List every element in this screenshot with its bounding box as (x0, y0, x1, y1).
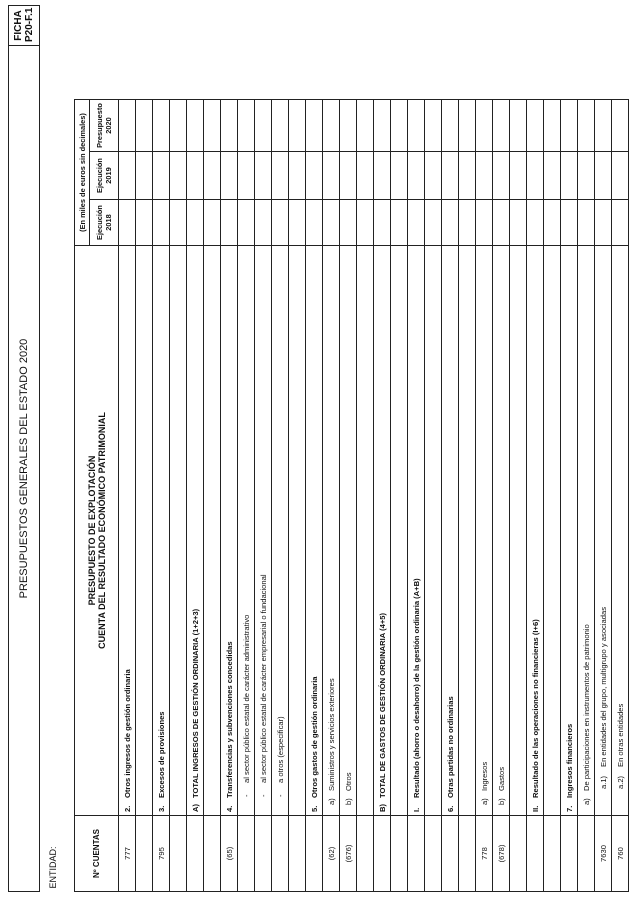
row-label (340, 246, 357, 816)
value-cell (323, 200, 340, 246)
account-code (408, 816, 425, 892)
item-text: En otras entidades (615, 703, 625, 767)
item-number: 6. (445, 805, 455, 812)
value-cell (119, 152, 136, 200)
item-number: I. (411, 807, 421, 812)
spacer (119, 46, 136, 100)
spacer (340, 6, 357, 46)
spacer (408, 46, 425, 100)
table-row (442, 6, 459, 892)
spacer (238, 6, 255, 46)
spacer-row (289, 6, 306, 892)
item-number: 4. (224, 805, 234, 812)
year-label: Ejecución (95, 205, 104, 240)
spacer (493, 6, 510, 46)
item-number: - (241, 794, 251, 797)
value-cell (238, 200, 255, 246)
value-cell (221, 152, 238, 200)
spacer-row (391, 6, 408, 892)
value-cell (238, 152, 255, 200)
value-cell (306, 152, 323, 200)
row-label (238, 246, 255, 816)
item-number: a) (326, 798, 336, 805)
value-cell (408, 200, 425, 246)
spacer (221, 46, 238, 100)
account-code (561, 816, 578, 892)
spacer (374, 6, 391, 46)
item-text: al sector público estatal de carácter empresarial o fundacional (258, 574, 268, 783)
spacer (238, 46, 255, 100)
value-cell (561, 100, 578, 152)
table-row (561, 6, 578, 892)
value-cell (612, 200, 629, 246)
row-label (408, 246, 425, 816)
ficha-code: P20-F.1 (24, 7, 35, 42)
value-cell (595, 100, 612, 152)
item-text: Transferencias y subvenciones concedidas (224, 641, 234, 798)
value-cell (340, 100, 357, 152)
spacer (374, 46, 391, 100)
value-cell (493, 100, 510, 152)
spacer (493, 46, 510, 100)
item-text: Ingresos financieros (564, 723, 574, 798)
value-cell (527, 152, 544, 200)
row-label (578, 246, 595, 816)
header-row-1 (75, 6, 90, 892)
table-row (323, 6, 340, 892)
spacer (442, 6, 459, 46)
item-text: Resultado (ahorro o desahorro) de la gestión ordinaria (A+B) (411, 578, 421, 798)
spacer-row (204, 6, 221, 892)
col-header-ejecucion-2018 (90, 200, 119, 246)
table-row (374, 6, 391, 892)
spacer (442, 46, 459, 100)
row-label (306, 246, 323, 816)
account-code (272, 816, 289, 892)
table-row (187, 6, 204, 892)
value-cell (323, 100, 340, 152)
item-number: b) (496, 798, 506, 805)
table-row (578, 6, 595, 892)
spacer (561, 6, 578, 46)
table-row (255, 6, 272, 892)
spacer-row (544, 6, 561, 892)
item-text: Resultado de las operaciones no financieras (I+6) (530, 619, 540, 798)
col-header-presupuesto-2020 (90, 100, 119, 152)
header-desc-line1: PRESUPUESTO DE EXPLOTACIÓN (86, 455, 97, 606)
value-cell (272, 100, 289, 152)
spacer (306, 6, 323, 46)
value-cell (187, 152, 204, 200)
account-code: (65) (221, 816, 238, 892)
spacer (255, 46, 272, 100)
year-value: 2020 (104, 117, 113, 134)
item-text: Excesos de provisiones (156, 711, 166, 798)
spacer (476, 46, 493, 100)
value-cell (578, 200, 595, 246)
account-code: 760 (612, 816, 629, 892)
row-label (442, 246, 459, 816)
units-note: (En miles de euros sin decimales) (75, 100, 90, 246)
item-number: II. (530, 805, 540, 812)
table-row (306, 6, 323, 892)
item-number: A) (190, 803, 200, 812)
value-cell (374, 152, 391, 200)
spacer (306, 46, 323, 100)
account-code (187, 816, 204, 892)
account-code: (676) (340, 816, 357, 892)
table-row (527, 6, 544, 892)
item-number: b) (343, 798, 353, 805)
spacer-row (459, 6, 476, 892)
spacer (119, 6, 136, 46)
year-value: 2018 (104, 214, 113, 231)
item-text: Ingresos (479, 761, 489, 791)
spacer (187, 46, 204, 100)
item-text: TOTAL INGRESOS DE GESTIÓN ORDINARIA (1+2+3) (190, 608, 200, 798)
table-row (612, 6, 629, 892)
row-label (187, 246, 204, 816)
value-cell (442, 152, 459, 200)
value-cell (612, 152, 629, 200)
year-label: Ejecución (95, 158, 104, 193)
spacer (255, 6, 272, 46)
spacer (561, 46, 578, 100)
value-cell (408, 152, 425, 200)
row-label (561, 246, 578, 816)
spacer-row (357, 6, 374, 892)
entidad-label: ENTIDAD: (48, 846, 58, 889)
table-row (272, 6, 289, 892)
value-cell (561, 152, 578, 200)
value-cell (527, 200, 544, 246)
ficha-label: FICHA (13, 10, 24, 41)
header-desc-line2: CUENTA DEL RESULTADO ECONÓMICO PATRIMONIAL (96, 412, 107, 649)
value-cell (340, 152, 357, 200)
value-cell (221, 200, 238, 246)
value-cell (561, 200, 578, 246)
spacer (153, 46, 170, 100)
value-cell (238, 100, 255, 152)
item-text: Gastos (496, 766, 506, 791)
document-title: PRESUPUESTOS GENERALES DEL ESTADO 2020 (9, 46, 40, 892)
spacer (476, 6, 493, 46)
table-row (476, 6, 493, 892)
item-number: a) (479, 798, 489, 805)
item-text: Otras partidas no ordinarias (445, 696, 455, 798)
account-code: (678) (493, 816, 510, 892)
table-row (595, 6, 612, 892)
spacer-row (136, 6, 153, 892)
spacer (323, 6, 340, 46)
ficha-box (9, 6, 40, 46)
spacer (221, 6, 238, 46)
item-text: De participaciones en instrumentos de patrimonio (581, 624, 591, 791)
item-text: Otros gastos de gestión ordinaria (309, 676, 319, 798)
spacer (527, 46, 544, 100)
row-label (493, 246, 510, 816)
value-cell (408, 100, 425, 152)
spacer (75, 46, 119, 100)
value-cell (595, 200, 612, 246)
account-code (442, 816, 459, 892)
account-code (578, 816, 595, 892)
row-label (221, 246, 238, 816)
spacer (75, 6, 119, 46)
account-code (238, 816, 255, 892)
spacer (578, 46, 595, 100)
item-number: a.1) (598, 775, 608, 789)
value-cell (476, 152, 493, 200)
item-number: 7. (564, 805, 574, 812)
account-code: 7630 (595, 816, 612, 892)
spacer (595, 6, 612, 46)
value-cell (306, 200, 323, 246)
item-text: Otros ingresos de gestión ordinaria (122, 669, 132, 798)
value-cell (306, 100, 323, 152)
table-row (238, 6, 255, 892)
value-cell (493, 152, 510, 200)
spacer (612, 6, 629, 46)
value-cell (374, 100, 391, 152)
col-header-cuentas: Nº CUENTAS (75, 816, 119, 892)
value-cell (595, 152, 612, 200)
spacer (187, 6, 204, 46)
spacer (408, 6, 425, 46)
value-cell (272, 152, 289, 200)
value-cell (153, 100, 170, 152)
account-code: (62) (323, 816, 340, 892)
value-cell (323, 152, 340, 200)
item-text: En entidades del grupo, multigrupo y asociadas (598, 607, 608, 767)
row-label (153, 246, 170, 816)
item-text: Otros (343, 772, 353, 791)
value-cell (476, 100, 493, 152)
value-cell (221, 100, 238, 152)
row-label (527, 246, 544, 816)
value-cell (153, 152, 170, 200)
value-cell (255, 152, 272, 200)
value-cell (374, 200, 391, 246)
entidad-row (40, 6, 75, 892)
value-cell (255, 100, 272, 152)
item-text: TOTAL DE GASTOS DE GESTIÓN ORDINARIA (4+5) (377, 612, 387, 798)
table-row (119, 6, 136, 892)
item-number: a) (581, 798, 591, 805)
spacer (612, 46, 629, 100)
year-value: 2019 (104, 167, 113, 184)
item-number: 5. (309, 805, 319, 812)
value-cell (527, 100, 544, 152)
year-label: Presupuesto (95, 103, 104, 148)
account-code (527, 816, 544, 892)
spacer (578, 6, 595, 46)
spacer-row (425, 6, 442, 892)
value-cell (442, 200, 459, 246)
value-cell (187, 100, 204, 152)
value-cell (612, 100, 629, 152)
row-label (323, 246, 340, 816)
value-cell (340, 200, 357, 246)
item-number: B) (377, 803, 387, 812)
item-text: a otros (especificar) (275, 716, 285, 783)
item-number: 3. (156, 805, 166, 812)
row-label (595, 246, 612, 816)
item-number: - (258, 794, 268, 797)
spacer (153, 6, 170, 46)
spacer (340, 46, 357, 100)
col-header-description (75, 246, 119, 816)
value-cell (119, 200, 136, 246)
table-row (221, 6, 238, 892)
value-cell (153, 200, 170, 246)
spacer (323, 46, 340, 100)
item-number: 2. (122, 805, 132, 812)
value-cell (119, 100, 136, 152)
title-row (9, 6, 40, 892)
row-label (374, 246, 391, 816)
spacer (595, 46, 612, 100)
value-cell (476, 200, 493, 246)
value-cell (578, 100, 595, 152)
account-code: 778 (476, 816, 493, 892)
value-cell (493, 200, 510, 246)
value-cell (255, 200, 272, 246)
account-code: 777 (119, 816, 136, 892)
spacer (272, 6, 289, 46)
table-row (408, 6, 425, 892)
value-cell (272, 200, 289, 246)
table-row (493, 6, 510, 892)
account-code: 795 (153, 816, 170, 892)
table-row (153, 6, 170, 892)
item-text: Suministros y servicios exteriores (326, 678, 336, 791)
account-code (374, 816, 391, 892)
item-number: - (275, 794, 285, 797)
row-label (272, 246, 289, 816)
row-label (476, 246, 493, 816)
value-cell (442, 100, 459, 152)
row-label (612, 246, 629, 816)
spacer-row (170, 6, 187, 892)
item-text: al sector público estatal de carácter administrativo (241, 614, 251, 783)
table-row (340, 6, 357, 892)
value-cell (578, 152, 595, 200)
row-label (255, 246, 272, 816)
col-header-ejecucion-2019 (90, 152, 119, 200)
pl-table (8, 5, 629, 892)
value-cell (187, 200, 204, 246)
spacer (527, 6, 544, 46)
row-label (119, 246, 136, 816)
spacer-row (510, 6, 527, 892)
item-number: a.2) (615, 775, 625, 789)
account-code (255, 816, 272, 892)
spacer (272, 46, 289, 100)
account-code (306, 816, 323, 892)
